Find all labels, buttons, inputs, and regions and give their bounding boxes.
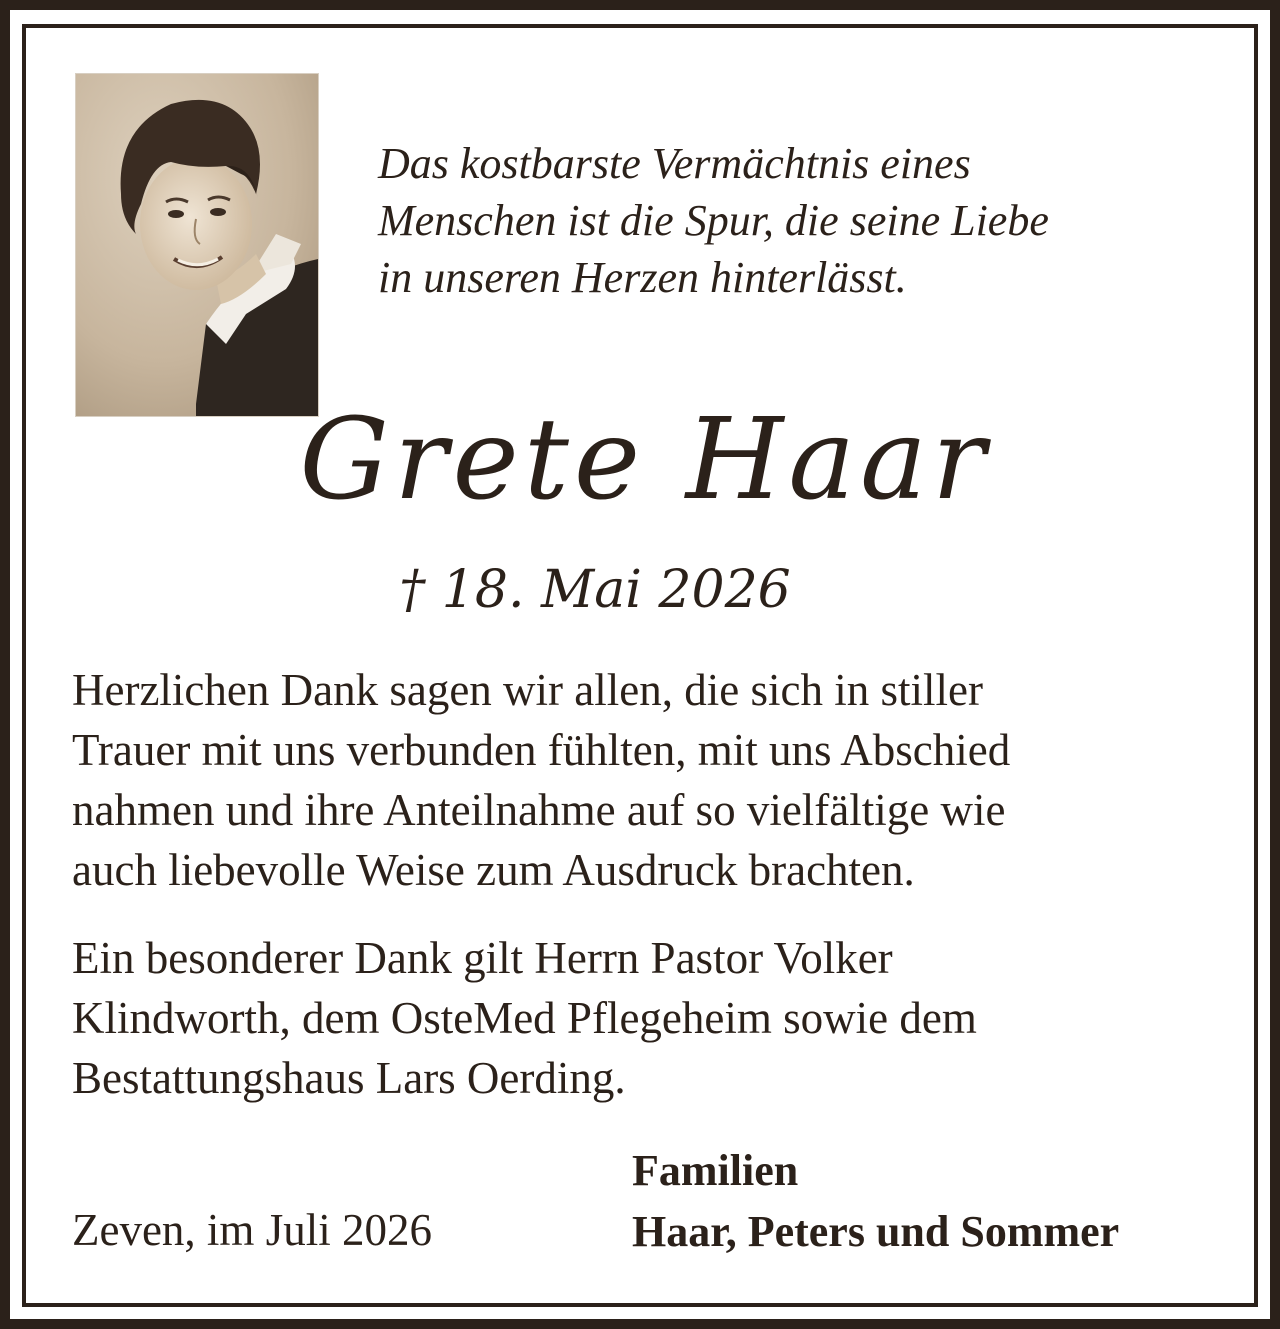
signers [632, 1140, 1119, 1262]
text-line: nahmen und ihre Anteilnahme auf so vielfältige wie [72, 785, 1006, 835]
thanks-paragraph-2 [72, 928, 1222, 1108]
text-line: Herzlichen Dank sagen wir allen, die sich in stiller [72, 665, 983, 715]
portrait-photo [76, 74, 318, 416]
signer-line: Haar, Peters und Sommer [632, 1207, 1120, 1256]
quote-line: Das kostbarste Vermächtnis eines [378, 139, 971, 188]
memorial-quote [378, 135, 1198, 306]
place-and-date: Zeven, im Juli 2026 [72, 1205, 432, 1255]
text-line: Trauer mit uns verbunden fühlten, mit uns Abschied [72, 725, 1011, 775]
text-line: Ein besonderer Dank gilt Herrn Pastor Volker [72, 933, 893, 983]
signer-line: Familien [632, 1146, 799, 1195]
quote-line: in unseren Herzen hinterlässt. [378, 253, 907, 302]
text-line: auch liebevolle Weise zum Ausdruck brachten. [72, 845, 915, 895]
thanks-paragraph-1 [72, 660, 1222, 900]
deceased-name: Grete Haar [299, 395, 991, 525]
quote-line: Menschen ist die Spur, die seine Liebe [378, 196, 1049, 245]
text-line: Bestattungshaus Lars Oerding. [72, 1053, 626, 1103]
text-line: Klindworth, dem OsteMed Pflegeheim sowie dem [72, 993, 977, 1043]
death-date: † 18. Mai 2026 [399, 560, 791, 620]
